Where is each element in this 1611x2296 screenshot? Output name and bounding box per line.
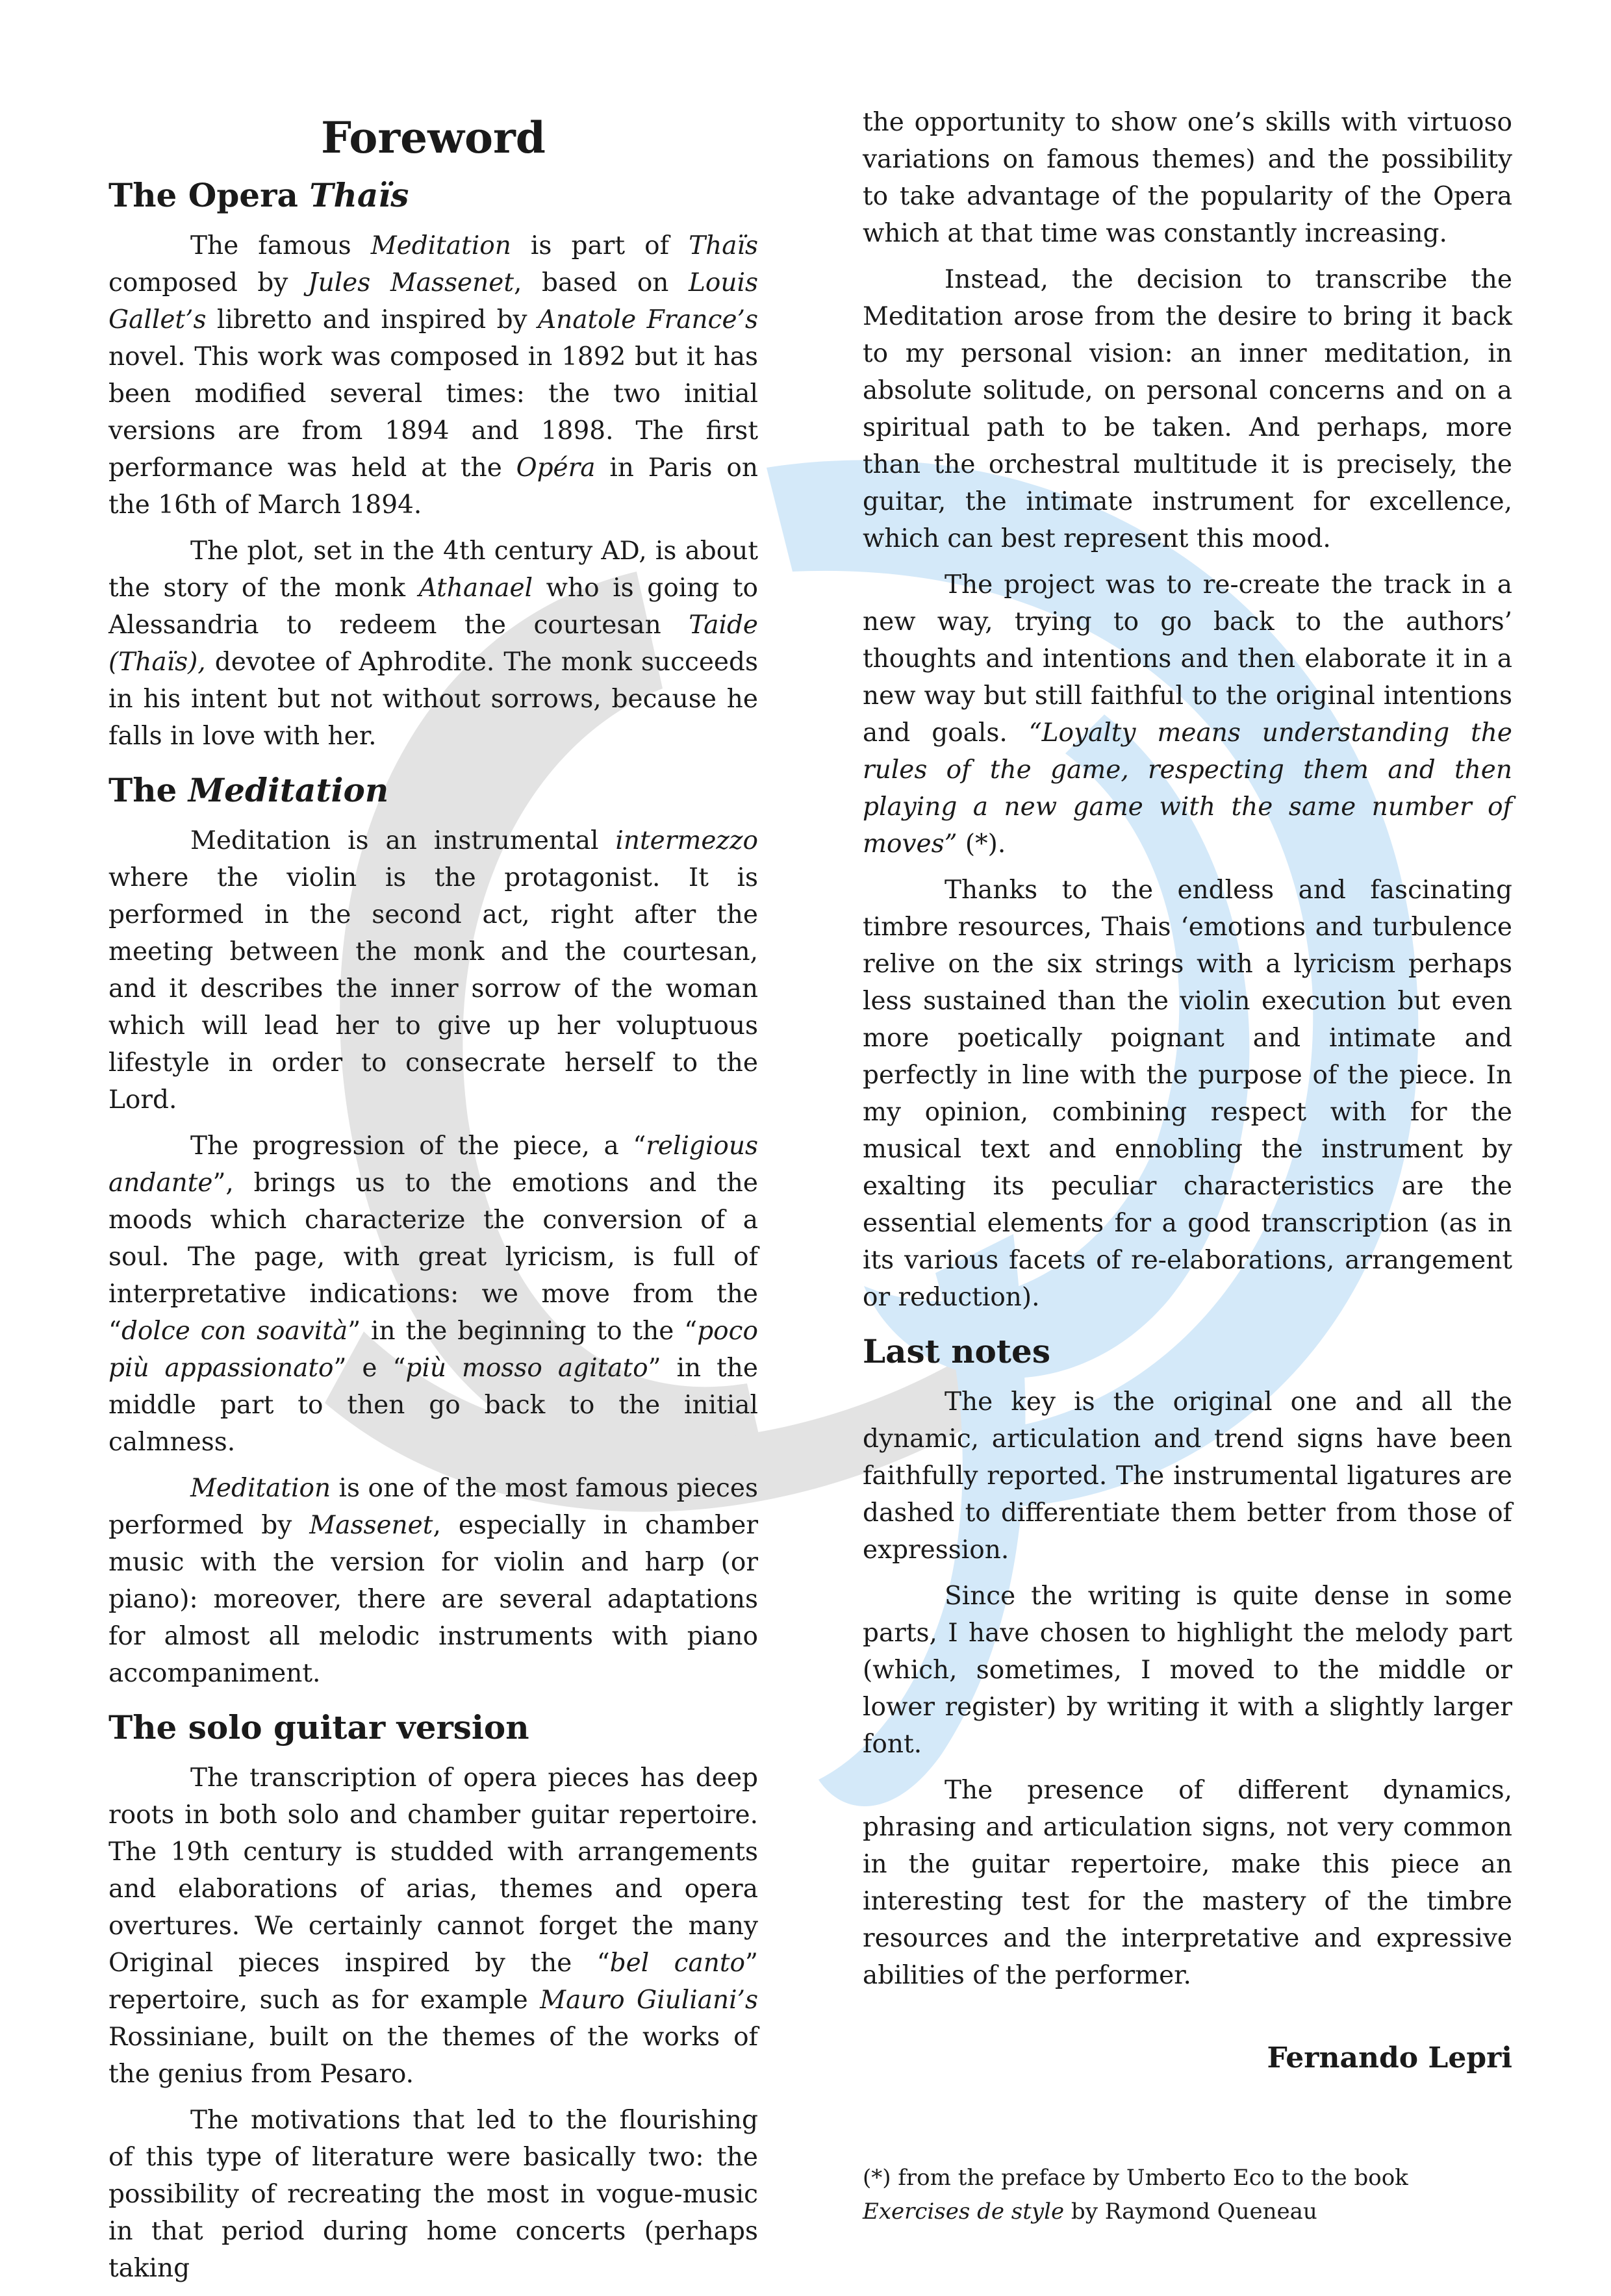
page-title: Foreword bbox=[321, 112, 546, 163]
paragraph-solo-1: The transcription of opera pieces has deep roots in both solo and chamber guitar repertoire. The 19th century is studded with arrangements and elaborations of arias, themes and opera overtures. We certainly cannot forget the many Original pieces inspired by the “bel canto” repertoire, such as for example Mauro Giuliani’s Rossiniane, built on the themes of the works of the genius from Pesaro. bbox=[108, 1763, 758, 2089]
paragraph-solo-4: The project was to re-create the track in a new way, trying to go back to the authors’ thoughts and intentions and then elaborate it in a new way but still faithful to the original intentions and goals. “Loyalty means understanding the rules of the game, respecting them and then playing a new game with the same number of moves” (*). bbox=[863, 570, 1512, 859]
left-column bbox=[108, 104, 758, 2296]
paragraph-solo-2: The motivations that led to the flourishing of this type of literature were basically two: the possibility of recreating the most in vogue-music in that period during home concerts (perhaps taking bbox=[108, 2106, 758, 2283]
heading-opera-thais bbox=[108, 175, 758, 216]
paragraph-solo-5: Thanks to the endless and fascinating timbre resources, Thais ‘emotions and turbulence relive on the six strings with a lyricism perhaps less sustained than the violin execution but even more poetically poignant and intimate and perfectly in line with the purpose of the piece. In my opinion, combining respect with for the musical text and ennobling the instrument by exalting its peculiar characteristics are the essential elements for a good transcription (as in its various facets of re-elaborations, arrangement or reduction). bbox=[863, 876, 1512, 1312]
paragraph-solo-2-continued: the opportunity to show one’s skills with virtuoso variations on famous themes) and the possibility to take advantage of the popularity of the Opera which at that time was constantly increasing. bbox=[863, 108, 1512, 248]
paragraph-last-2: Since the writing is quite dense in some parts, I have chosen to highlight the melody part (which, sometimes, I moved to the middle or lower register) by writing it with a slightly larger font. bbox=[863, 1582, 1512, 1759]
paragraph-meditation-3: Meditation is one of the most famous pieces performed by Massenet, especially in chamber music with the version for violin and harp (or piano): moreover, there are several adaptations for almost all melodic instruments with piano accompaniment. bbox=[108, 1474, 758, 1688]
footnote: (*) from the preface by Umberto Eco to the book Exercises de style by Raymond Queneau bbox=[863, 2165, 1408, 2225]
author-signature: Fernando Lepri bbox=[1267, 2041, 1512, 2075]
heading-meditation-italic: Meditation bbox=[188, 771, 389, 809]
heading-last-notes: Last notes bbox=[863, 1332, 1050, 1370]
heading-opera-prefix: The Opera bbox=[108, 176, 310, 214]
heading-meditation-prefix: The bbox=[108, 771, 188, 809]
heading-meditation bbox=[108, 770, 758, 811]
paragraph-solo-3: Instead, the decision to transcribe the Meditation arose from the desire to bring it back to my personal vision: an inner meditation, in absolute solitude, on personal concerns and on a spiritual path to be taken. And perhaps, more than the orchestral multitude it is precisely, the guitar, the intimate instrument for excellence, which can best represent this mood. bbox=[863, 265, 1512, 553]
paragraph-opera-2: The plot, set in the 4th century AD, is about the story of the monk Athanael who is going to Alessandria to redeem the courtesan Taide (Thaïs), devotee of Aphrodite. The monk succeeds in his intent but not without sorrows, because he falls in love with her. bbox=[108, 536, 758, 751]
paragraph-last-1: The key is the original one and all the dynamic, articulation and trend signs have been faithfully reported. The instrumental ligatures are dashed to differentiate them better from those of expression. bbox=[863, 1387, 1512, 1565]
paragraph-last-3: The presence of different dynamics, phrasing and articulation signs, not very common in the guitar repertoire, make this piece an interesting test for the mastery of the timbre resources and the interpretative and expressive abilities of the performer. bbox=[863, 1776, 1512, 1990]
paragraph-meditation-2: The progression of the piece, a “religious andante”, brings us to the emotions and the moods which characterize the conversion of a soul. The page, with great lyricism, is full of interpretative indications: we move from the “dolce con soavità” in the beginning to the “poco più appassionato” e “più mosso agitato” in the middle part to then go back to the initial calmness. bbox=[108, 1131, 759, 1457]
heading-opera-italic: Thaïs bbox=[309, 176, 409, 214]
paragraph-meditation-1: Meditation is an instrumental intermezzo where the violin is the protagonist. It is performed in the second act, right after the meeting between the monk and the courtesan, and it describes the inner sorrow of the woman which will lead her to give up her voluptuous lifestyle in order to consecrate herself to the Lord. bbox=[108, 826, 758, 1115]
paragraph-opera-1: The famous Meditation is part of Thaïs composed by Jules Massenet, based on Louis Gallet’s libretto and inspired by Anatole France’s novel. This work was composed in 1892 but it has been modified several times: the two initial versions are from 1894 and 1898. The first performance was held at the Opéra in Paris on the 16th of March 1894. bbox=[108, 231, 758, 520]
heading-solo-guitar: The solo guitar version bbox=[108, 1708, 529, 1747]
right-column bbox=[863, 104, 1512, 2238]
